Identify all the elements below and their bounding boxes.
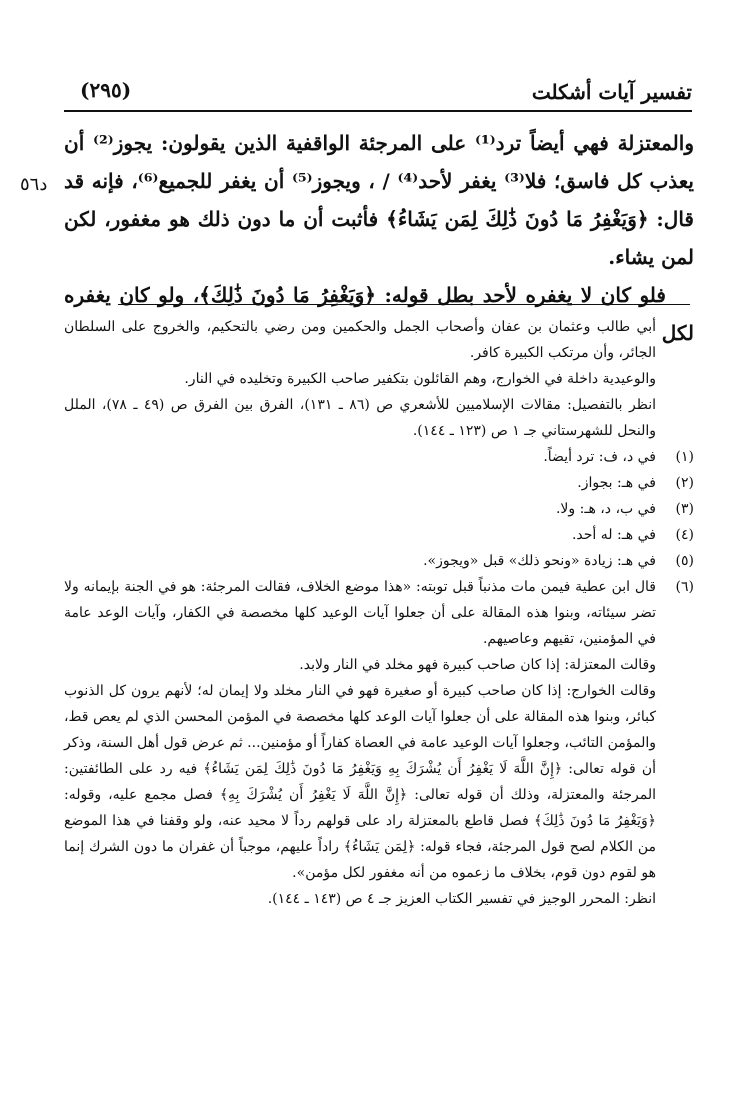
footnote-6-continuation: وقالت المعتزلة: إذا كان صاحب كبيرة فهو مخلد في النار ولابد. — [299, 657, 656, 673]
footnote-6-continuation: وقالت الخوارج: إذا كان صاحب كبيرة أو صغيرة فهو في النار مخلد ولا إيمان له؛ لأنهم يرون كل الذنوب كبائر، وبنوا هذه المقالة على أن جعلوا آيات الوعد كلها مخصصة في المؤمن المحسن الذي لم يعص قط، والمؤمن التائب، وجعلوا آيات الوعيد عامة في العصاة كفاراً أو مؤمنين... ثم عرض قول أهل السنة، وذكر أن قوله تعالى: ﴿إِنَّ اللَّهَ لَا يَغْفِرُ أَن يُشْرَكَ بِهِ وَيَغْفِرُ مَا دُونَ ذَٰلِكَ لِمَن يَشَاءُ﴾ فيه رد على الطائفتين: المرجئة والمعتزلة، وذلك أن قوله تعالى: ﴿إِنَّ اللَّهَ لَا يَغْفِرُ أَن يُشْرَكَ بِهِ﴾ فصل مجمع عليه، وقوله: ﴿وَيَغْفِرُ مَا دُونَ ذَٰلِكَ﴾ فصل قاطع بالمعتزلة راد على قولهم رداً لا محيد عنه، ولو وقفنا في هذا الموضع من الكلام لصح قول المرجئة، فجاء قوله: ﴿لِمَن يَشَاءُ﴾ راداً عليهم، موجباً أن غفران ما دون الشرك إنما هو لقوم دون قوم، بخلاف ما زعموه من أنه مغفور لكل مؤمن». — [64, 683, 656, 881]
footnote-separator — [118, 304, 690, 305]
running-header — [64, 76, 692, 112]
manuscript-folio-mark: د٥٦ — [20, 174, 48, 195]
footnote-continuation: أبي طالب وعثمان بن عفان وأصحاب الجمل والحكمين ومن رضي بالتحكيم، والخروج على السلطان الجائر، وأن مرتكب الكبيرة كافر. — [64, 319, 656, 361]
footnote-text: في هـ: زيادة «ونحو ذلك» قبل «ويجوز». — [423, 553, 656, 569]
footnote-text: قال ابن عطية فيمن مات مذنباً قبل توبته: «هذا موضع الخلاف، فقالت المرجئة: هو في الجنة بإيمانه ولا تضر سيئاته، وبنوا هذه المقالة على أن جعلوا آيات الوعيد كلها مخصصة في الكفار، وآيات الوعد عامة في المؤمنين، تقيهم وعاصيهم. — [64, 579, 656, 647]
footnote-5 — [64, 548, 694, 574]
main-paragraph: فلو كان لا يغفره لأحد بطل قوله: ﴿وَيَغْفِرُ مَا دُونَ ذَٰلِكَ﴾، ولو كان يغفره لكل — [64, 283, 694, 345]
footnote-number: (٢) — [675, 475, 694, 491]
footnote-reference: انظر: المحرر الوجيز في تفسير الكتاب العزيز جـ ٤ ص (١٤٣ ـ ١٤٤). — [267, 891, 656, 907]
footnote-continuation: انظر بالتفصيل: مقالات الإسلاميين للأشعري ص (٨٦ ـ ١٣١)، الفرق بين الفرق ص (٤٩ ـ ٧٨)، الملل والنحل للشهرستاني جـ ١ ص (١٢٣ ـ ١٤٤). — [64, 397, 656, 439]
main-paragraph: والمعتزلة فهي أيضاً ترد⁽¹⁾ على المرجئة الواقفية الذين يقولون: يجوز⁽²⁾ أن يعذب كل فاسق؛ فلا⁽³⁾ يغفر لأحد⁽⁴⁾ / ، ويجوز⁽⁵⁾ أن يغفر للجميع⁽⁶⁾، فإنه قد قال: ﴿وَيَغْفِرُ مَا دُونَ ذَٰلِكَ لِمَن يَشَاءُ﴾ فأثبت أن ما دون ذلك هو مغفور، لكن لمن يشاء. — [64, 131, 694, 269]
footnote-number: (٣) — [675, 501, 694, 517]
header-rule — [64, 110, 692, 112]
page-number: (٢٩٥) — [80, 78, 132, 102]
footnote-number: (٦) — [675, 579, 694, 595]
footnote-text: في هـ: بجواز. — [577, 475, 656, 491]
running-title: تفسير آيات أشكلت — [531, 80, 692, 104]
footnote-4 — [64, 522, 694, 548]
footnote-text: في د، ف: ترد أيضاً. — [543, 449, 656, 465]
footnote-continuation: والوعيدية داخلة في الخوارج، وهم القائلون بتكفير صاحب الكبيرة وتخليده في النار. — [184, 371, 656, 387]
footnote-1 — [64, 444, 694, 470]
footnote-text: في ب، د، هـ: ولا. — [555, 501, 656, 517]
footnote-number: (٥) — [675, 553, 694, 569]
footnotes — [64, 314, 694, 912]
footnote-6 — [64, 574, 694, 652]
footnote-text: في هـ: له أحد. — [571, 527, 656, 543]
footnote-3 — [64, 496, 694, 522]
footnote-2 — [64, 470, 694, 496]
footnote-number: (١) — [675, 449, 694, 465]
footnote-number: (٤) — [675, 527, 694, 543]
